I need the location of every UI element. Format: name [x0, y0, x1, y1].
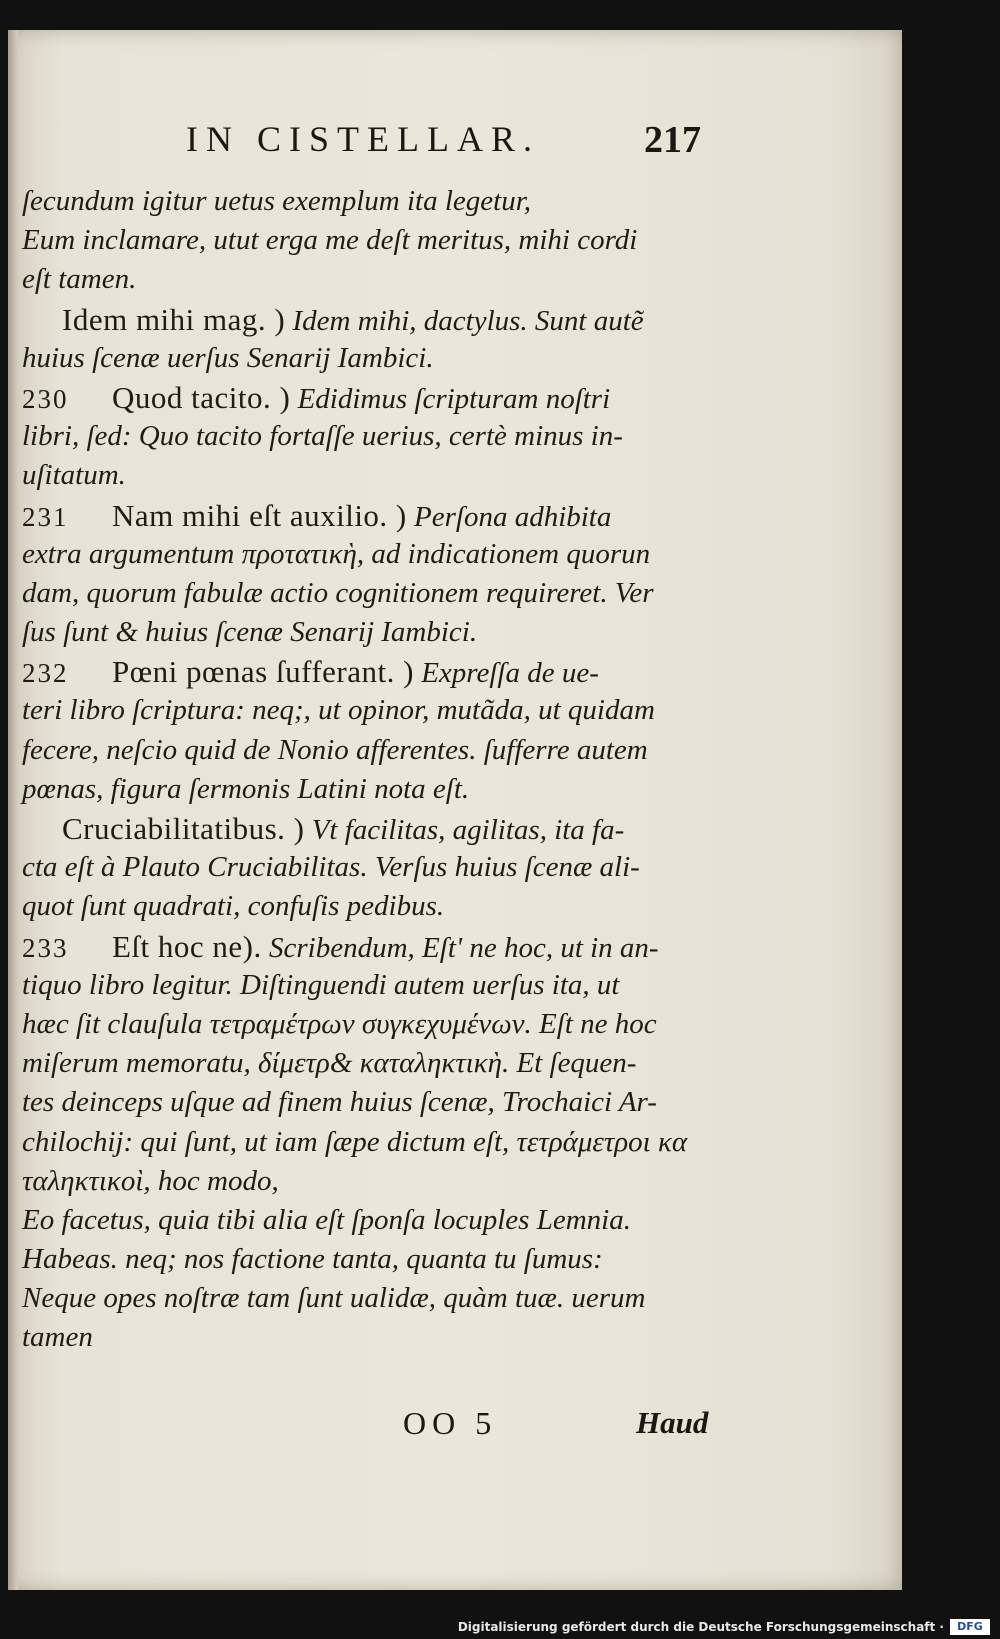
text-line — [22, 300, 722, 339]
lemma: Quod tacito. ) — [112, 379, 291, 415]
text-line — [22, 260, 722, 299]
commentary-text — [22, 182, 722, 1358]
gloss-text: ſecundum igitur uetus exemplum ita legetur, — [22, 185, 532, 217]
gloss-text: Eum inclamare, utut erga me deſt meritus, mihi cordi — [22, 224, 638, 257]
gloss-text: Eo facetus, quia tibi alia eſt ſponſa locuples Lemnia. — [22, 1203, 631, 1236]
gloss-text: tiquo libro legitur. Diſtinguendi autem uerſus ita, ut — [22, 968, 620, 1001]
lemma: Nam mihi eſt auxilio. ) — [112, 497, 407, 533]
gloss-text: Idem mihi, dactylus. Sunt autẽ — [285, 304, 644, 337]
text-line — [22, 1044, 722, 1083]
verse-number: 232 — [22, 658, 69, 689]
gloss-text: quot ſunt quadrati, confuſis pedibus. — [22, 890, 445, 923]
text-line — [22, 927, 722, 966]
text-line — [22, 182, 722, 221]
text-line — [22, 966, 722, 1005]
text-line — [22, 535, 722, 574]
text-line — [22, 691, 722, 730]
text-line — [22, 378, 722, 417]
text-line — [22, 574, 722, 613]
running-head: IN CISTELLAR. — [186, 119, 540, 159]
dfg-logo[interactable]: DFG — [950, 1619, 990, 1635]
gloss-text: Vt facilitas, agilitas, ita fa- — [304, 814, 625, 846]
verse-number: 231 — [22, 501, 69, 532]
gloss-text: libri, ſed: Quo tacito fortaſſe uerius, certè minus in- — [22, 420, 623, 453]
page-header — [8, 118, 902, 178]
gloss-text: Perſona adhibita — [406, 500, 612, 533]
gloss-text: chilochij: qui ſunt, ut iam ſæpe dictum eſt, τετράμετροι κα — [22, 1125, 688, 1158]
page-gutter-shadow — [8, 30, 18, 1590]
gloss-text: tamen — [22, 1321, 93, 1354]
text-line — [22, 1005, 722, 1044]
gloss-text: Expreſſa de ue- — [413, 657, 599, 690]
text-line — [22, 456, 722, 495]
gloss-text: ſus ſunt & huius ſcenæ Senarij Iambici. — [22, 616, 478, 649]
lemma: Eſt hoc ne). — [112, 928, 262, 964]
gloss-text: uſitatum. — [22, 459, 126, 492]
text-line — [22, 417, 722, 456]
gloss-text: pœnas, figura ſermonis Latini nota eſt. — [22, 772, 470, 805]
catchword: Haud — [636, 1405, 709, 1440]
text-line — [22, 652, 722, 691]
gloss-text: eſt tamen. — [22, 263, 137, 296]
signature-mark: OO 5 — [403, 1405, 498, 1441]
gloss-text: tes deinceps uſque ad finem huius ſcenæ, Trochaici Ar- — [22, 1086, 657, 1119]
gloss-text: cta eſt à Plauto Cruciabilitas. Verſus huius ſcenæ ali- — [22, 851, 640, 884]
gloss-text: Scribendum, Eſt' ne hoc, ut in an- — [261, 931, 659, 964]
gloss-text: Edidimus ſcripturam noſtri — [290, 382, 611, 415]
verse-number: 230 — [22, 383, 69, 414]
book-page — [8, 30, 902, 1590]
text-line — [22, 1162, 722, 1201]
gloss-text: ταληκτικοὶ, hoc modo, — [22, 1164, 279, 1197]
page-footer — [8, 1405, 902, 1455]
text-line — [22, 496, 722, 535]
text-line — [22, 1123, 722, 1162]
text-line — [22, 887, 722, 926]
gloss-text: extra argumentum προτατικὴ, ad indicationem quorun — [22, 537, 651, 570]
page-number: 217 — [644, 119, 701, 161]
text-line — [22, 339, 722, 378]
verse-number: 233 — [22, 932, 69, 963]
gloss-text: huius ſcenæ uerſus Senarij Iambici. — [22, 341, 434, 374]
text-line — [22, 770, 722, 809]
text-line — [22, 809, 722, 848]
gloss-text: teri libro ſcriptura: neq;, ut opinor, mutãda, ut quidam — [22, 694, 655, 727]
gloss-text: Habeas. neq; nos factione tanta, quanta tu ſumus: — [22, 1243, 603, 1276]
text-line — [22, 731, 722, 770]
lemma: Idem mihi mag. ) — [62, 301, 286, 337]
text-line — [22, 221, 722, 260]
text-line — [22, 1318, 722, 1357]
gloss-text: hæc ſit clauſula τετραμέτρων συγκεχυμένων. Eſt ne hoc — [22, 1007, 657, 1040]
gloss-text: Neque opes noſtræ tam ſunt ualidæ, quàm tuæ. uerum — [22, 1282, 646, 1315]
text-line — [22, 1279, 722, 1318]
digitization-credit: Digitalisierung gefördert durch die Deutsche Forschungsgemeinschaft · — [457, 1620, 944, 1634]
text-line — [22, 848, 722, 887]
lemma: Pœni pœnas ſufferant. ) — [112, 654, 414, 690]
gloss-text: fecere, neſcio quid de Nonio afferentes. ſufferre autem — [22, 733, 648, 766]
text-line — [22, 1083, 722, 1122]
gloss-text: miſerum memoratu, δίμετρ& καταληκτικὴ. Et ſequen- — [22, 1047, 637, 1080]
gloss-text: dam, quorum fabulæ actio cognitionem requireret. Ver — [22, 576, 654, 609]
lemma: Cruciabilitatibus. ) — [62, 811, 305, 846]
text-line — [22, 1201, 722, 1240]
text-line — [22, 1240, 722, 1279]
text-line — [22, 613, 722, 652]
